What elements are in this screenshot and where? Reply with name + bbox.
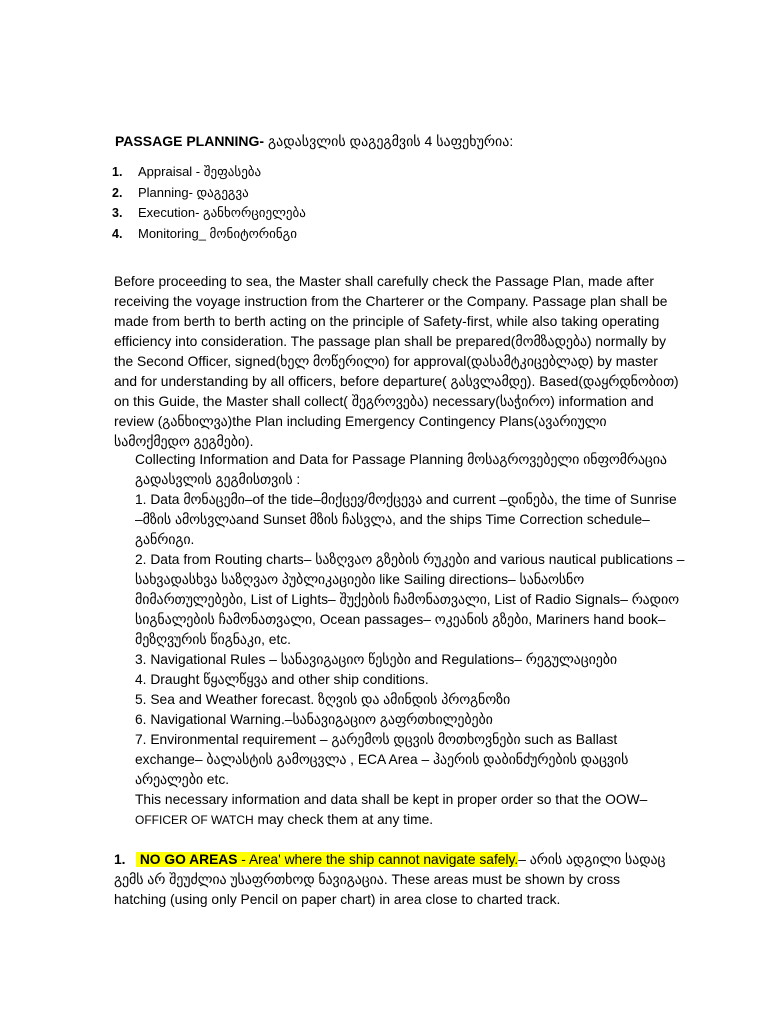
list-item xyxy=(112,203,306,224)
closing-sentence xyxy=(135,790,685,830)
nogo-highlight xyxy=(136,852,518,867)
steps-list xyxy=(112,162,306,244)
collecting-section xyxy=(135,450,685,830)
step-text: Appraisal - შეფასება xyxy=(138,164,262,179)
nogo-title: NO GO AREAS xyxy=(136,852,238,867)
closing-end: may check them at any time. xyxy=(253,812,434,827)
intro-paragraph: Before proceeding to sea, the Master shall carefully check the Passage Plan, made after receiving the voyage instruction from the Charterer or the Company. Passage plan shall be made from berth to berth acting on the principle of Safety-first, while also taking operating efficiency into consideration. The passage plan shall be prepared(მომზადება) normally by the Second Officer, signed(ხელ მოწერილი) for approval(დასამტკიცებლად) by master and for understanding by all officers, before departure( გასვლამდე). Based(დაყრდნობით) on this Guide, the Master shall collect( შეგროვება) necessary(საჭირო) information and review (განხილვა)the Plan including Emergency Contingency Plans(ავარიული სამოქმედო გეგმები). xyxy=(114,274,679,449)
step-number: 3. xyxy=(112,206,123,220)
nogo-highlighted-text: - Area' where the ship cannot navigate safely. xyxy=(237,852,519,867)
step-number: 2. xyxy=(112,185,123,200)
list-item xyxy=(112,224,306,245)
collect-item: 1. Data მონაცემი–of the tide–მიქცევ/მოქცევა and current –დინება, the time of Sunrise –მზის ამოსვლაand Sunset მზის ჩასვლა, and the ships Time Correction schedule– განრიგი. xyxy=(135,492,677,547)
list-item xyxy=(112,183,306,204)
collect-item: 6. Navigational Warning.–სანავიგაციო გაფრთხილებები xyxy=(135,712,493,727)
step-number: 4. xyxy=(112,226,123,241)
nogo-number: 1. xyxy=(114,852,126,867)
heading-rest: გადასვლის დაგეგმვის 4 საფეხურია: xyxy=(264,133,514,149)
closing-start: This necessary information and data shall be kept in proper order so that the OOW– xyxy=(135,792,648,807)
collecting-title: Collecting Information and Data for Passage Planning მოსაგროვებელი ინფომრაცია გადასვლის გეგმისთვის : xyxy=(135,452,667,487)
step-text: Monitoring_ მონიტორინგი xyxy=(138,225,297,241)
collect-item: 7. Environmental requirement – გარემოს დცვის მოთხოვნები such as Ballast exchange– ბალასტის გამოცვლა , ECA Area – ჰაერის დაბინძურების დაცვის არეალები etc. xyxy=(135,732,629,787)
step-number: 1. xyxy=(112,165,123,179)
collect-item: 3. Navigational Rules – სანავიგაციო წესები and Regulations– რეგულაციები xyxy=(135,652,618,667)
closing-caps: OFFICER OF WATCH xyxy=(135,813,254,827)
nogo-rest: – არის ადგილი სადაც გემს არ შეუძლია უსაფრთხოდ ნავიგაცია. These areas must be shown by cross hatching (using only Pencil on paper chart) in area close to charted track. xyxy=(114,852,666,907)
collect-item: 4. Draught წყალწყვა and other ship conditions. xyxy=(135,672,429,687)
heading-bold: PASSAGE PLANNING- xyxy=(115,133,265,149)
step-text: Execution- განხორციელება xyxy=(138,205,306,220)
page-heading xyxy=(115,131,513,151)
collect-item: 2. Data from Routing charts– საზღვაო გზების რუკები and various nautical publications –სახვადასხვა საზღვაო პუბლიკაციები like Sailing directions– სანაოსნო მიმართულებები, List of Lights– შუქების ჩამონათვალი, List of Radio Signals– რადიო სიგნალების ჩამონათვალი, Ocean passages– ოკეანის გზები, Mariners hand book– მეზღვურის წიგნაკი, etc. xyxy=(135,552,685,647)
list-item xyxy=(112,162,306,183)
collect-item: 5. Sea and Weather forecast. ზღვის და ამინდის პროგნოზი xyxy=(135,692,511,707)
no-go-areas-paragraph xyxy=(114,850,674,910)
step-text: Planning- დაგეგვა xyxy=(138,184,249,200)
